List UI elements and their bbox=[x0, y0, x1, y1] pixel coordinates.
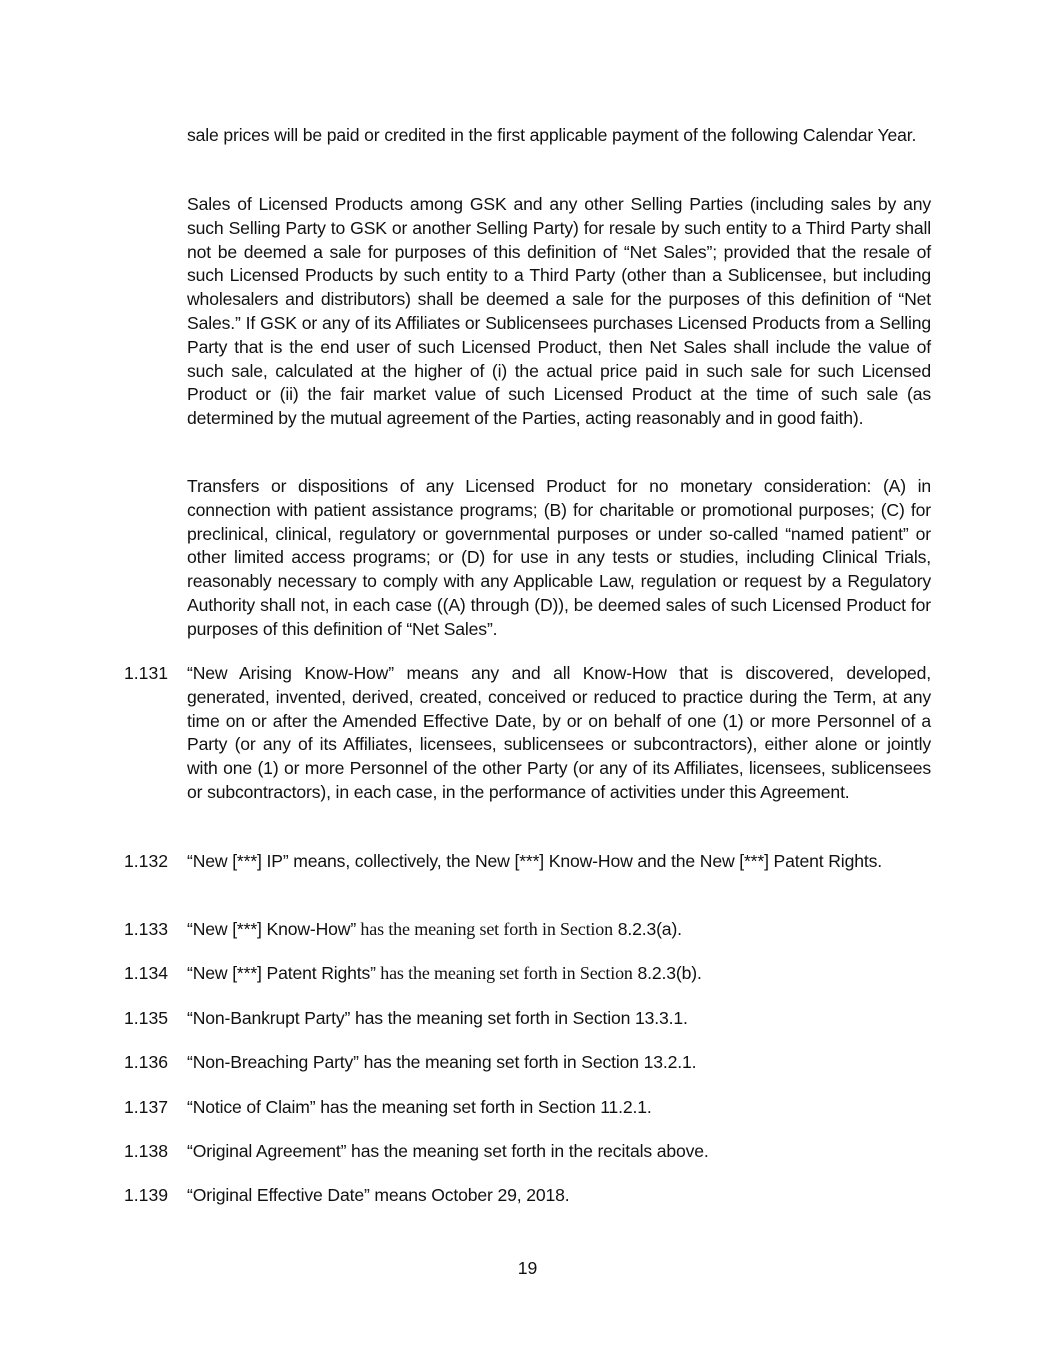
section-number: 1.139 bbox=[124, 1185, 169, 1205]
definition-text: “Non-Bankrupt Party” has the meaning set forth in Section 13.3.1. bbox=[187, 1008, 688, 1028]
definition-1-131 bbox=[124, 662, 931, 805]
paragraph-transfers: Transfers or dispositions of any Licensed Product for no monetary consideration: (A) in connection with patient assistance programs; (B) for charitable or promotional purposes; (C) for preclinical, clinical, regulatory or governmental purposes or under so-called “named patient” or other limited access programs; or (D) for use in any tests or studies, including Clinical Trials, reasonably necessary to comply with any Applicable Law, regulation or request by a Regulatory Authority shall not, in each case ((A) through (D)), be deemed sales of such Licensed Product for purposes of this definition of “Net Sales”. bbox=[187, 476, 931, 639]
paragraph-selling-parties: Sales of Licensed Products among GSK and any other Selling Parties (including sales by any such Selling Party to GSK or another Selling Party) for resale by such entity to a Third Party shall not be deemed a sale for purposes of this definition of “Net Sales”; provided that the resale of such Licensed Products by such entity to a Third Party (other than a Sublicensee, but including wholesalers and distributors) shall be deemed a sale for the purposes of this definition of “Net Sales.” If GSK or any of its Affiliates or Sublicensees purchases Licensed Products from a Selling Party that is the end user of such Licensed Product, then Net Sales shall include the value of such sale, calculated at the higher of (i) the actual price paid in such sale for such Licensed Product or (ii) the fair market value of such Licensed Product at the time of such sale (as determined by the mutual agreement of the Parties, acting reasonably and in good faith). bbox=[187, 194, 931, 429]
definition-1-137 bbox=[124, 1096, 931, 1120]
definition-phrase: has the meaning set forth in Section bbox=[375, 963, 633, 983]
section-reference: 8.2.3(a). bbox=[612, 919, 682, 939]
section-number: 1.131 bbox=[124, 663, 169, 683]
section-number: 1.136 bbox=[124, 1052, 169, 1072]
section-number: 1.134 bbox=[124, 963, 169, 983]
definition-text: “New Arising Know-How” means any and all Know-How that is discovered, developed, generated, invented, derived, created, conceived or reduced to practice during the Term, at any time on or after the Amended Effective Date, by or on behalf of one (1) or more Personnel of a Party (or any of its Affiliates, licensees, sublicensees or subcontractors), either alone or jointly with one (1) or more Personnel of the other Party (or any of its Affiliates, licensees, sublicensees or subcontractors), in each case, in the performance of activities under this Agreement. bbox=[187, 663, 931, 802]
definition-text: “Original Agreement” has the meaning set forth in the recitals above. bbox=[187, 1141, 709, 1161]
definition-text: “Non-Breaching Party” has the meaning set forth in Section 13.2.1. bbox=[187, 1052, 697, 1072]
definition-1-132 bbox=[124, 850, 931, 874]
section-number: 1.137 bbox=[124, 1097, 169, 1117]
definition-text: “Original Effective Date” means October 29, 2018. bbox=[187, 1185, 570, 1205]
section-reference: 8.2.3(b). bbox=[632, 963, 702, 983]
definition-text: “New [***] IP” means, collectively, the New [***] Know-How and the New [***] Patent Rights. bbox=[187, 851, 882, 871]
definition-1-135 bbox=[124, 1007, 931, 1031]
definition-1-136 bbox=[124, 1051, 931, 1075]
definition-1-133 bbox=[124, 918, 931, 942]
definition-1-134 bbox=[124, 962, 931, 986]
definition-1-139 bbox=[124, 1184, 931, 1208]
section-number: 1.132 bbox=[124, 851, 169, 871]
definition-text bbox=[187, 962, 931, 986]
definition-text: “Notice of Claim” has the meaning set forth in Section 11.2.1. bbox=[187, 1097, 652, 1117]
defined-term: “New [***] Know-How” bbox=[187, 919, 357, 939]
section-number: 1.135 bbox=[124, 1008, 169, 1028]
section-number: 1.133 bbox=[124, 919, 169, 939]
section-number: 1.138 bbox=[124, 1141, 169, 1161]
definition-phrase: has the meaning set forth in Section bbox=[356, 919, 613, 939]
defined-term: “New [***] Patent Rights” bbox=[187, 963, 376, 983]
page-number: 19 bbox=[517, 1258, 538, 1278]
paragraph-calendar-year: sale prices will be paid or credited in the first applicable payment of the following Calendar Year. bbox=[187, 125, 917, 145]
definition-1-138 bbox=[124, 1140, 931, 1164]
definition-text bbox=[187, 918, 931, 942]
